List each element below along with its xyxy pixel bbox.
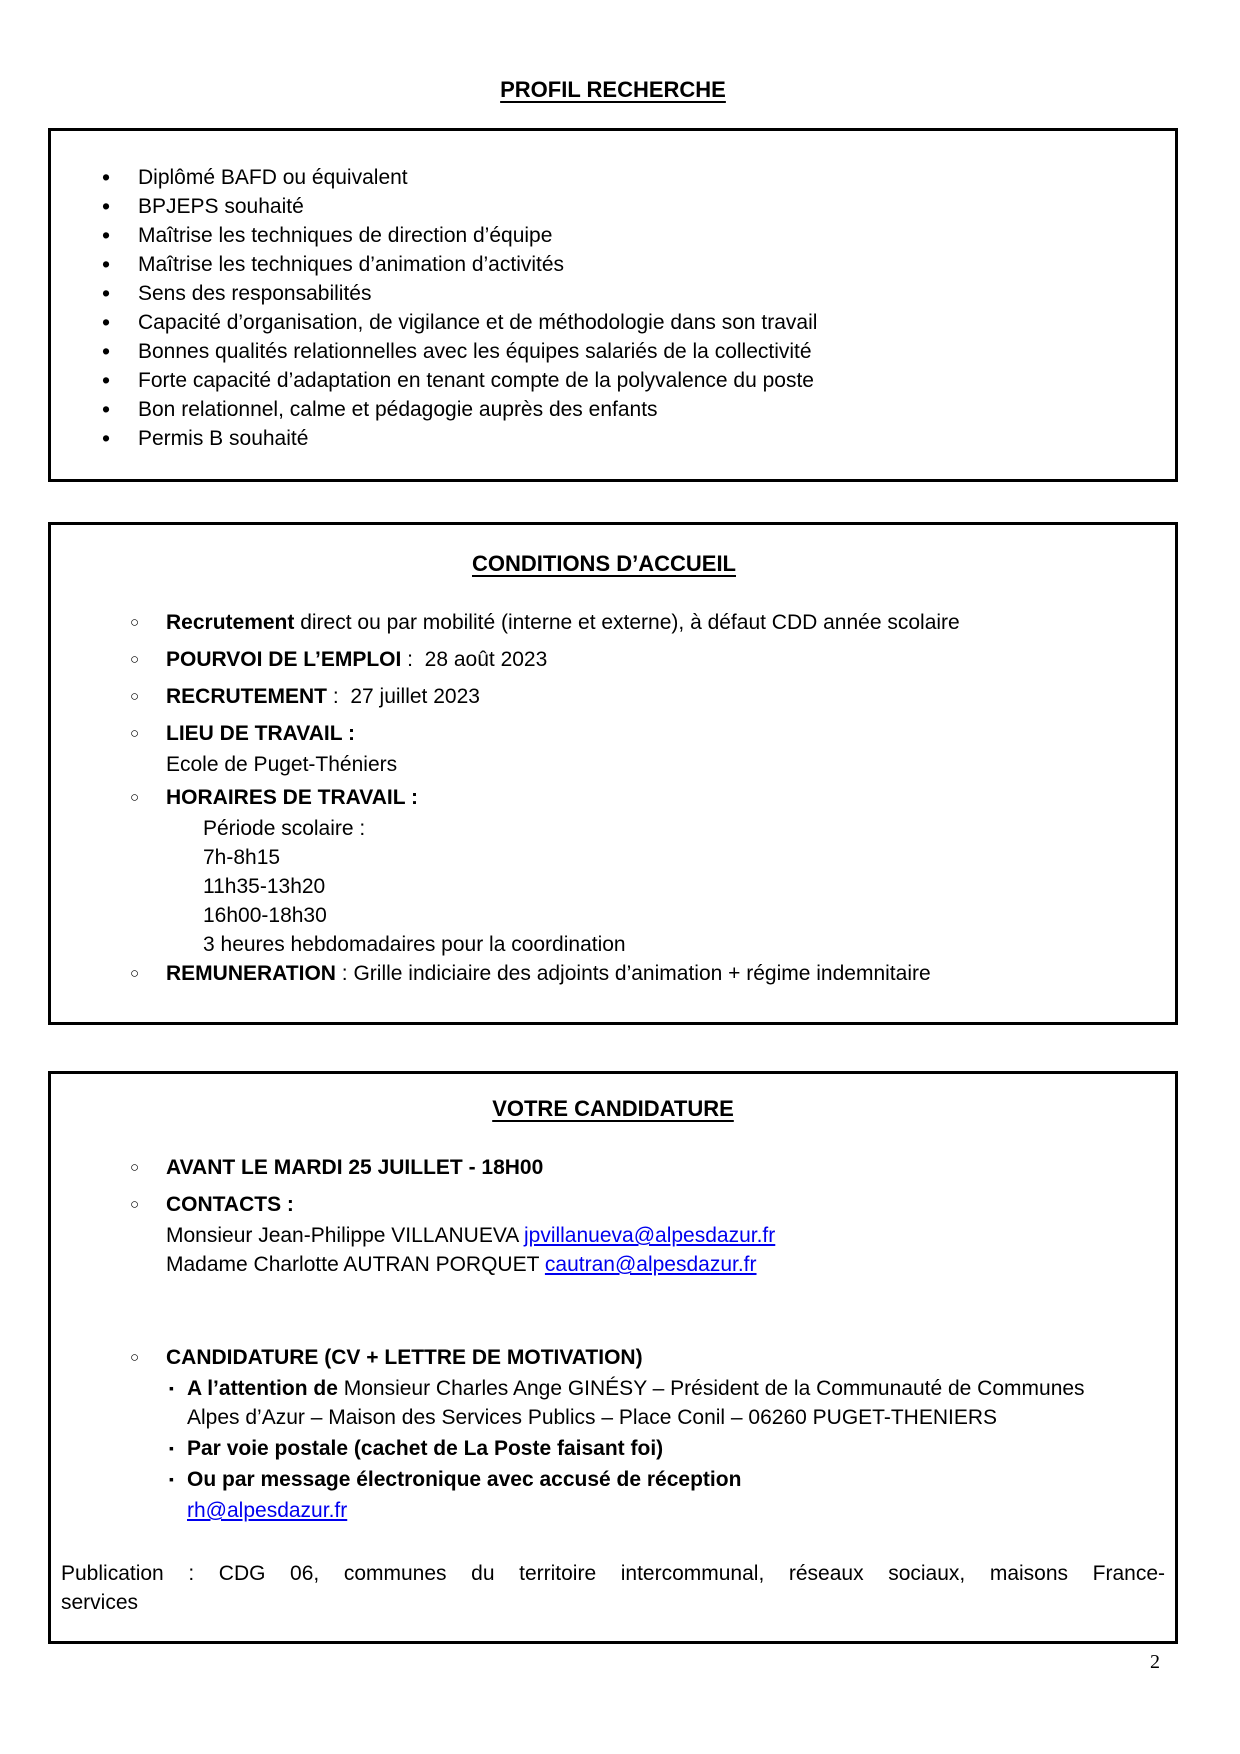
item-text: Permis B souhaité xyxy=(138,427,309,450)
item-text: Maîtrise les techniques d’animation d’activités xyxy=(138,253,565,276)
attention-item xyxy=(51,1374,1175,1432)
item-label: LIEU DE TRAVAIL : xyxy=(166,722,355,745)
profil-item xyxy=(51,279,1157,308)
horaires-detail xyxy=(51,901,1157,930)
item-text: 11h35-13h20 xyxy=(203,875,326,898)
profil-item xyxy=(51,221,1157,250)
item-text: Capacité d’organisation, de vigilance et de méthodologie dans son travail xyxy=(138,311,818,334)
contact-name: Monsieur Jean-Philippe VILLANUEVA xyxy=(166,1224,524,1247)
item-label: RECRUTEMENT xyxy=(166,685,327,708)
profil-item xyxy=(51,308,1157,337)
item-text: BPJEPS souhaité xyxy=(138,195,304,218)
profil-item xyxy=(51,395,1157,424)
item-text: : Grille indiciaire des adjoints d’animation + régime indemnitaire xyxy=(335,962,931,985)
publication-note xyxy=(51,1559,1175,1617)
profil-item xyxy=(51,424,1157,453)
item-label: POURVOI DE L’EMPLOI xyxy=(166,648,402,671)
item-label: CONTACTS : xyxy=(166,1193,294,1216)
horaires-detail xyxy=(51,843,1157,872)
item-label: REMUNERATION xyxy=(166,962,336,985)
profil-item xyxy=(51,366,1157,395)
item-label: HORAIRES DE TRAVAIL : xyxy=(166,786,419,809)
item-text: Diplômé BAFD ou équivalent xyxy=(138,166,408,189)
item-label: Recrutement xyxy=(166,611,295,634)
page-content xyxy=(48,0,1178,1644)
item-text: 3 heures hebdomadaires pour la coordination xyxy=(203,933,626,956)
condition-item-recrutement-date xyxy=(51,682,1157,711)
email-link-rh[interactable]: rh@alpesdazur.fr xyxy=(187,1499,348,1522)
profil-box xyxy=(48,128,1178,482)
deadline-item xyxy=(51,1153,1175,1182)
section-title-candidature: VOTRE CANDIDATURE xyxy=(492,1096,734,1121)
deadline-text: AVANT LE MARDI 25 JUILLET - 18H00 xyxy=(166,1156,544,1179)
item-text: : 27 juillet 2023 xyxy=(327,685,480,708)
section-title-profil: PROFIL RECHERCHE xyxy=(500,77,726,102)
email-link-cautran[interactable]: cautran@alpesdazur.fr xyxy=(544,1253,757,1276)
condition-item-pourvoi xyxy=(51,645,1157,674)
condition-item-lieu xyxy=(51,719,1157,748)
item-text: 16h00-18h30 xyxy=(203,904,327,927)
section-title-conditions: CONDITIONS D’ACCUEIL xyxy=(472,551,736,576)
profil-item xyxy=(51,192,1157,221)
item-text: Maîtrise les techniques de direction d’équipe xyxy=(138,224,553,247)
electronic-item xyxy=(51,1465,1175,1494)
page-number: 2 xyxy=(1150,1651,1160,1673)
item-text: : 28 août 2023 xyxy=(401,648,548,671)
postal-item xyxy=(51,1434,1175,1463)
lieu-detail xyxy=(51,750,1157,779)
item-text: Ecole de Puget-Théniers xyxy=(166,753,398,776)
horaires-detail xyxy=(51,872,1157,901)
candidature-item xyxy=(51,1343,1175,1372)
item-text: Bon relationnel, calme et pédagogie auprès des enfants xyxy=(138,398,658,421)
profil-item xyxy=(51,163,1157,192)
contact-name: Madame Charlotte AUTRAN PORQUET xyxy=(166,1253,545,1276)
item-label: A l’attention de xyxy=(187,1377,338,1400)
contact-line xyxy=(51,1250,1175,1279)
condition-item-recrutement-type xyxy=(51,608,1157,637)
item-text: Période scolaire : xyxy=(203,817,366,840)
publication-line: Publication : CDG 06, communes du territoire intercommunal, réseaux sociaux, maisons France- xyxy=(61,1562,1165,1585)
item-label: Par voie postale (cachet de La Poste faisant foi) xyxy=(187,1437,664,1460)
condition-item-horaires xyxy=(51,783,1157,812)
email-link-jpvillanueva[interactable]: jpvillanueva@alpesdazur.fr xyxy=(523,1224,776,1247)
item-text: 7h-8h15 xyxy=(203,846,281,869)
profil-item xyxy=(51,250,1157,279)
item-label: CANDIDATURE (CV + LETTRE DE MOTIVATION) xyxy=(166,1346,643,1369)
horaires-detail xyxy=(51,930,1157,959)
condition-item-remuneration xyxy=(51,959,1157,988)
item-label: Ou par message électronique avec accusé de réception xyxy=(187,1468,742,1491)
item-text: Sens des responsabilités xyxy=(138,282,372,305)
profil-item xyxy=(51,337,1157,366)
contact-line xyxy=(51,1221,1175,1250)
contacts-item xyxy=(51,1190,1175,1219)
conditions-box xyxy=(48,522,1178,1025)
candidature-box xyxy=(48,1071,1178,1644)
horaires-detail xyxy=(51,814,1157,843)
publication-line: services xyxy=(61,1591,139,1614)
item-text: Monsieur Charles Ange GINÉSY – Président de la Communauté de Communes Alpes d’Azur – Maison des Services Publics – Place Conil – 06260 PUGET-THENIERS xyxy=(187,1377,1090,1429)
item-text: Forte capacité d’adaptation en tenant compte de la polyvalence du poste xyxy=(138,369,814,392)
item-text: Bonnes qualités relationnelles avec les équipes salariés de la collectivité xyxy=(138,340,812,363)
item-text: direct ou par mobilité (interne et externe), à défaut CDD année scolaire xyxy=(294,611,960,634)
electronic-email-line xyxy=(51,1496,1175,1525)
